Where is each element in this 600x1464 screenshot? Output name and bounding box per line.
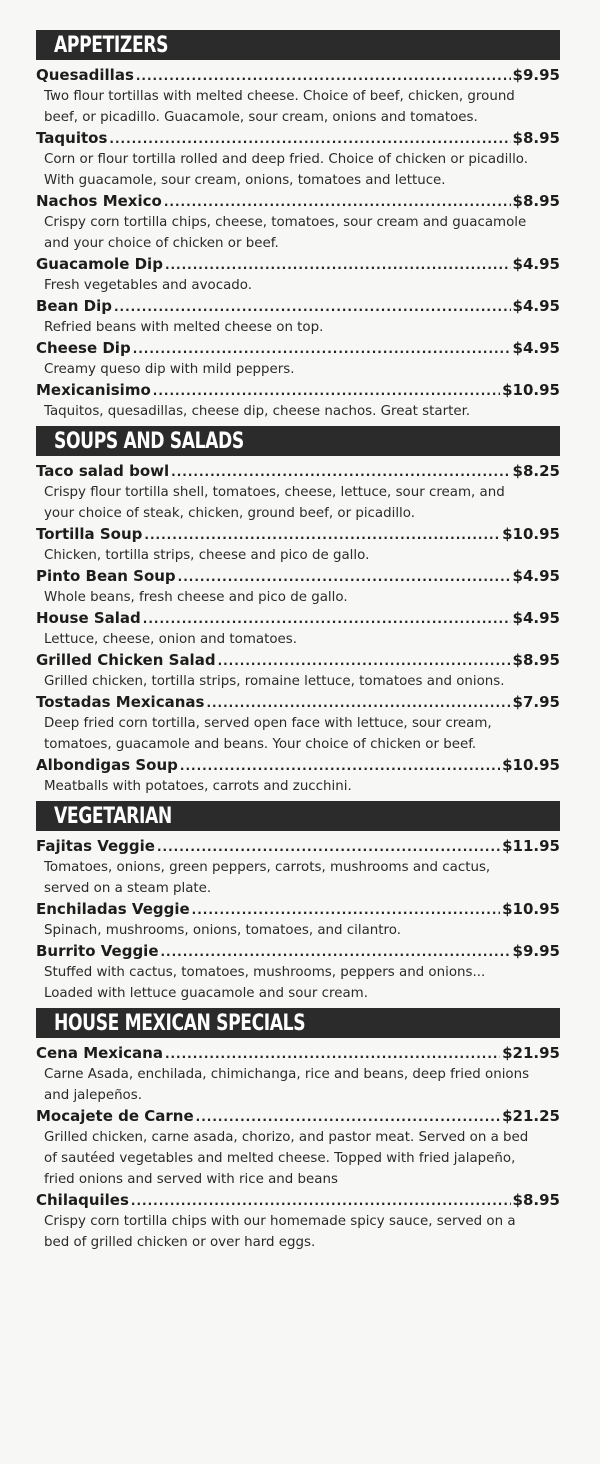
item-description: Crispy flour tortilla shell, tomatoes, cheese, lettuce, sour cream, and your choice of steak, chicken, ground beef, or picadillo. <box>44 485 505 521</box>
item-description: Fresh vegetables and avocado. <box>44 278 252 293</box>
dot-leader <box>109 129 510 149</box>
section-banner <box>36 30 560 60</box>
item-price: $4.95 <box>512 297 560 315</box>
item-description: Chicken, tortilla strips, cheese and pico de gallo. <box>44 548 370 563</box>
item-description: Tomatoes, onions, green peppers, carrots, mushrooms and cactus, served on a steam plate. <box>44 860 491 896</box>
item-price: $9.95 <box>512 66 560 84</box>
dot-leader <box>136 66 511 86</box>
item-price: $10.95 <box>502 900 560 918</box>
item-name: Chilaquiles <box>36 1191 129 1209</box>
section-house-mexican-specials <box>36 1008 560 1253</box>
item-name: Mexicanisimo <box>36 381 151 399</box>
item-description: Crispy corn tortilla chips with our homemade spicy sauce, served on a bed of grilled chicken or over hard eggs. <box>44 1214 516 1250</box>
item-description: Two flour tortillas with melted cheese. Choice of beef, chicken, ground beef, or picadillo. Guacamole, sour cream, onions and tomatoes. <box>44 89 515 125</box>
section-title: SOUPS AND SALADS <box>54 428 244 454</box>
section-vegetarian <box>36 801 560 1004</box>
item-name: Nachos Mexico <box>36 192 162 210</box>
item-price: $4.95 <box>512 339 560 357</box>
item-name: Grilled Chicken Salad <box>36 651 216 669</box>
menu-item <box>36 1190 560 1253</box>
dot-leader <box>206 693 510 713</box>
dot-leader <box>131 1191 511 1211</box>
item-description: Whole beans, fresh cheese and pico de gallo. <box>44 590 348 605</box>
item-price: $4.95 <box>512 255 560 273</box>
item-name: Cheese Dip <box>36 339 131 357</box>
item-name: Tostadas Mexicanas <box>36 693 205 711</box>
section-banner <box>36 1008 560 1038</box>
item-price: $8.95 <box>512 651 560 669</box>
dot-leader <box>114 297 511 317</box>
item-name: Guacamole Dip <box>36 255 163 273</box>
item-price: $8.95 <box>512 1191 560 1209</box>
item-price: $8.25 <box>512 462 560 480</box>
item-name: Albondigas Soup <box>36 756 178 774</box>
dot-leader <box>178 567 511 587</box>
item-description: Grilled chicken, tortilla strips, romaine lettuce, tomatoes and onions. <box>44 674 505 689</box>
item-description: Taquitos, quesadillas, cheese dip, cheese nachos. Great starter. <box>44 404 471 419</box>
dot-leader <box>218 651 511 671</box>
dot-leader <box>144 525 500 545</box>
menu-item <box>36 128 560 191</box>
item-name: Taquitos <box>36 129 108 147</box>
item-name: Tortilla Soup <box>36 525 143 543</box>
section-title: APPETIZERS <box>54 32 169 58</box>
item-price: $9.95 <box>512 942 560 960</box>
menu-item <box>36 755 560 797</box>
item-price: $11.95 <box>502 837 560 855</box>
section-title: VEGETARIAN <box>54 803 172 829</box>
menu-item <box>36 524 560 566</box>
item-description: Corn or flour tortilla rolled and deep fried. Choice of chicken or picadillo. With guacamole, sour cream, onions, tomatoes and lettuce. <box>44 152 528 188</box>
section-title: HOUSE MEXICAN SPECIALS <box>54 1010 306 1036</box>
menu-item <box>36 191 560 254</box>
menu-item <box>36 650 560 692</box>
item-price: $4.95 <box>512 609 560 627</box>
menu-item <box>36 836 560 899</box>
item-price: $7.95 <box>512 693 560 711</box>
item-price: $21.25 <box>502 1107 560 1125</box>
menu-item <box>36 1106 560 1190</box>
item-description: Deep fried corn tortilla, served open face with lettuce, sour cream, tomatoes, guacamole and beans. Your choice of chicken or beef. <box>44 716 492 752</box>
menu-item <box>36 254 560 296</box>
section-banner <box>36 801 560 831</box>
item-name: Enchiladas Veggie <box>36 900 190 918</box>
item-description: Grilled chicken, carne asada, chorizo, and pastor meat. Served on a bed of sautéed vegetables and melted cheese. Topped with fried jalapeño, fried onions and served with rice and beans <box>44 1130 529 1187</box>
menu-item <box>36 692 560 755</box>
item-description: Refried beans with melted cheese on top. <box>44 320 324 335</box>
menu-item <box>36 338 560 380</box>
section-banner <box>36 426 560 456</box>
item-price: $8.95 <box>512 129 560 147</box>
menu-item <box>36 65 560 128</box>
item-name: Taco salad bowl <box>36 462 170 480</box>
dot-leader <box>165 255 511 275</box>
item-name: Quesadillas <box>36 66 134 84</box>
menu-item <box>36 566 560 608</box>
menu-item <box>36 380 560 422</box>
item-price: $10.95 <box>502 525 560 543</box>
item-price: $8.95 <box>512 192 560 210</box>
menu-item <box>36 461 560 524</box>
item-description: Lettuce, cheese, onion and tomatoes. <box>44 632 298 647</box>
dot-leader <box>133 339 511 359</box>
item-name: Bean Dip <box>36 297 112 315</box>
section-appetizers <box>36 30 560 422</box>
dot-leader <box>165 1044 500 1064</box>
dot-leader <box>196 1107 500 1127</box>
menu-item <box>36 941 560 1004</box>
item-price: $21.95 <box>502 1044 560 1062</box>
item-name: House Salad <box>36 609 141 627</box>
item-price: $10.95 <box>502 381 560 399</box>
dot-leader <box>161 942 511 962</box>
dot-leader <box>143 609 511 629</box>
menu-item <box>36 1043 560 1106</box>
menu-item <box>36 899 560 941</box>
item-name: Pinto Bean Soup <box>36 567 176 585</box>
item-description: Carne Asada, enchilada, chimichanga, rice and beans, deep fried onions and jalepeños. <box>44 1067 530 1103</box>
item-price: $10.95 <box>502 756 560 774</box>
dot-leader <box>171 462 510 482</box>
item-description: Stuffed with cactus, tomatoes, mushrooms, peppers and onions... Loaded with lettuce guacamole and sour cream. <box>44 965 486 1001</box>
menu-item <box>36 296 560 338</box>
item-description: Creamy queso dip with mild peppers. <box>44 362 295 377</box>
dot-leader <box>192 900 500 920</box>
dot-leader <box>157 837 500 857</box>
section-soups-and-salads <box>36 426 560 797</box>
item-name: Cena Mexicana <box>36 1044 163 1062</box>
item-description: Spinach, mushrooms, onions, tomatoes, and cilantro. <box>44 923 401 938</box>
dot-leader <box>180 756 500 776</box>
item-name: Burrito Veggie <box>36 942 159 960</box>
item-price: $4.95 <box>512 567 560 585</box>
item-description: Meatballs with potatoes, carrots and zucchini. <box>44 779 352 794</box>
item-name: Fajitas Veggie <box>36 837 155 855</box>
dot-leader <box>153 381 500 401</box>
item-description: Crispy corn tortilla chips, cheese, tomatoes, sour cream and guacamole and your choice of chicken or beef. <box>44 215 527 251</box>
menu-item <box>36 608 560 650</box>
dot-leader <box>164 192 511 212</box>
item-name: Mocajete de Carne <box>36 1107 194 1125</box>
